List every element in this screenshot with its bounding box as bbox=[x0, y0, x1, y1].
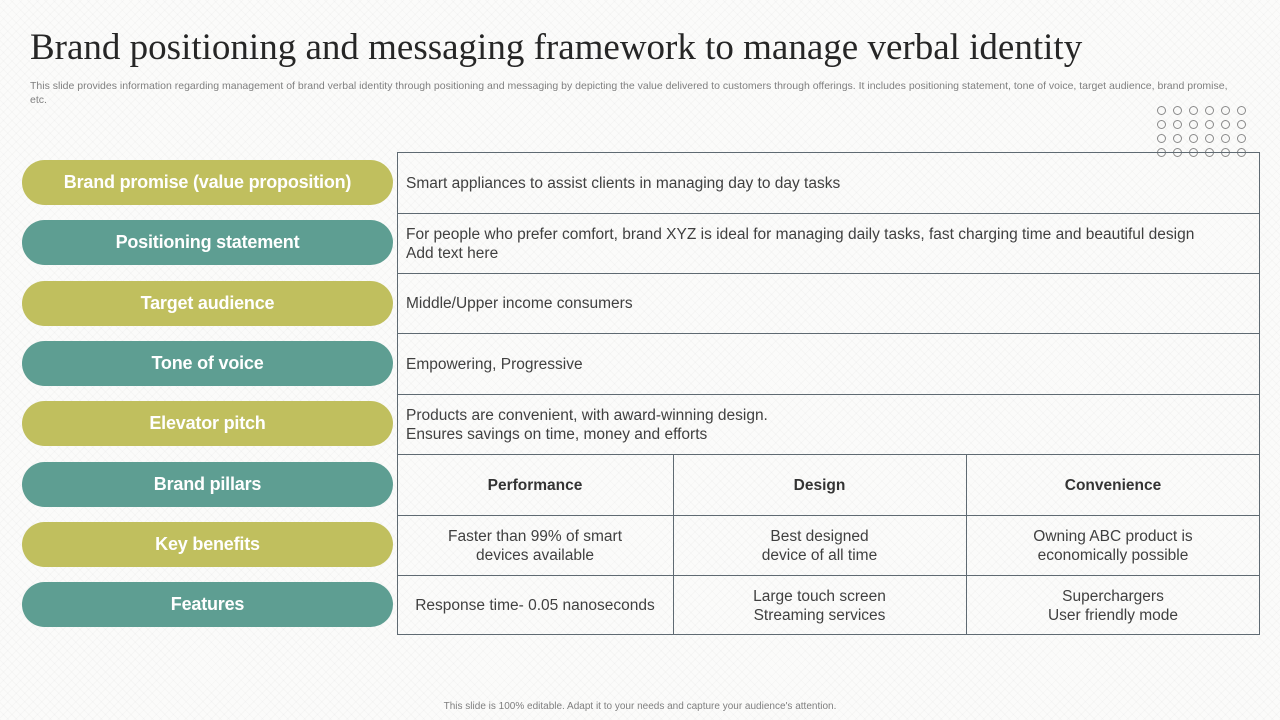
cell-line: device of all time bbox=[761, 546, 878, 564]
brand-promise-value bbox=[397, 153, 1260, 213]
cell-line: Add text here bbox=[406, 244, 499, 262]
pillar-header-convenience: Convenience bbox=[1064, 476, 1162, 494]
label-key-benefits: Key benefits bbox=[22, 522, 393, 567]
footer-note: This slide is 100% editable. Adapt it to your needs and capture your audience's attention. bbox=[443, 701, 837, 712]
cell-line: Middle/Upper income consumers bbox=[406, 295, 633, 312]
positioning-statement-value bbox=[397, 214, 1260, 273]
cell-line: Superchargers bbox=[1062, 587, 1164, 605]
key-benefit-design bbox=[673, 516, 966, 575]
label-elevator-pitch: Elevator pitch bbox=[22, 401, 393, 446]
tone-of-voice-value bbox=[397, 334, 1260, 394]
cell-line: Large touch screen bbox=[753, 587, 886, 605]
key-benefit-performance bbox=[397, 516, 673, 575]
cell-line: Response time- 0.05 nanoseconds bbox=[415, 597, 655, 614]
cell-line: devices available bbox=[475, 546, 595, 564]
cell-line: Empowering, Progressive bbox=[406, 355, 583, 373]
pillar-header-performance: Performance bbox=[487, 476, 583, 494]
cell-line: Faster than 99% of smart bbox=[447, 527, 623, 545]
cell-line: For people who prefer comfort, brand XYZ is ideal for managing daily tasks, fast charging time and beautiful design bbox=[406, 225, 1195, 243]
label-features: Features bbox=[22, 582, 393, 627]
page-subtitle: This slide provides information regarding management of brand verbal identity through positioning and messaging by depicting the value delivered to customers through offerings. It includes positioning statement, tone of voice, target audience, brand promise, etc. bbox=[30, 80, 1228, 106]
cell-line: Streaming services bbox=[753, 606, 886, 624]
key-benefit-convenience bbox=[966, 516, 1260, 575]
label-positioning-statement: Positioning statement bbox=[22, 220, 393, 265]
cell-line: Best designed bbox=[770, 527, 869, 545]
cell-line: Products are convenient, with award-winning design. bbox=[406, 406, 768, 424]
label-brand-promise: Brand promise (value proposition) bbox=[22, 160, 393, 205]
feature-design bbox=[673, 576, 966, 635]
feature-convenience bbox=[966, 576, 1260, 635]
cell-line: economically possible bbox=[1037, 546, 1189, 564]
cell-line: Owning ABC product is bbox=[1033, 527, 1193, 545]
cell-line: Ensures savings on time, money and efforts bbox=[406, 425, 708, 443]
page-title: Brand positioning and messaging framework to manage verbal identity bbox=[30, 27, 1083, 68]
target-audience-value bbox=[397, 274, 1260, 333]
cell-line: User friendly mode bbox=[1047, 606, 1179, 624]
label-target-audience: Target audience bbox=[22, 281, 393, 326]
label-tone-of-voice: Tone of voice bbox=[22, 341, 393, 386]
feature-performance bbox=[397, 576, 673, 635]
pillar-header-design: Design bbox=[793, 476, 846, 494]
cell-line: Smart appliances to assist clients in managing day to day tasks bbox=[406, 174, 841, 192]
elevator-pitch-value bbox=[397, 395, 1260, 454]
label-brand-pillars: Brand pillars bbox=[22, 462, 393, 507]
